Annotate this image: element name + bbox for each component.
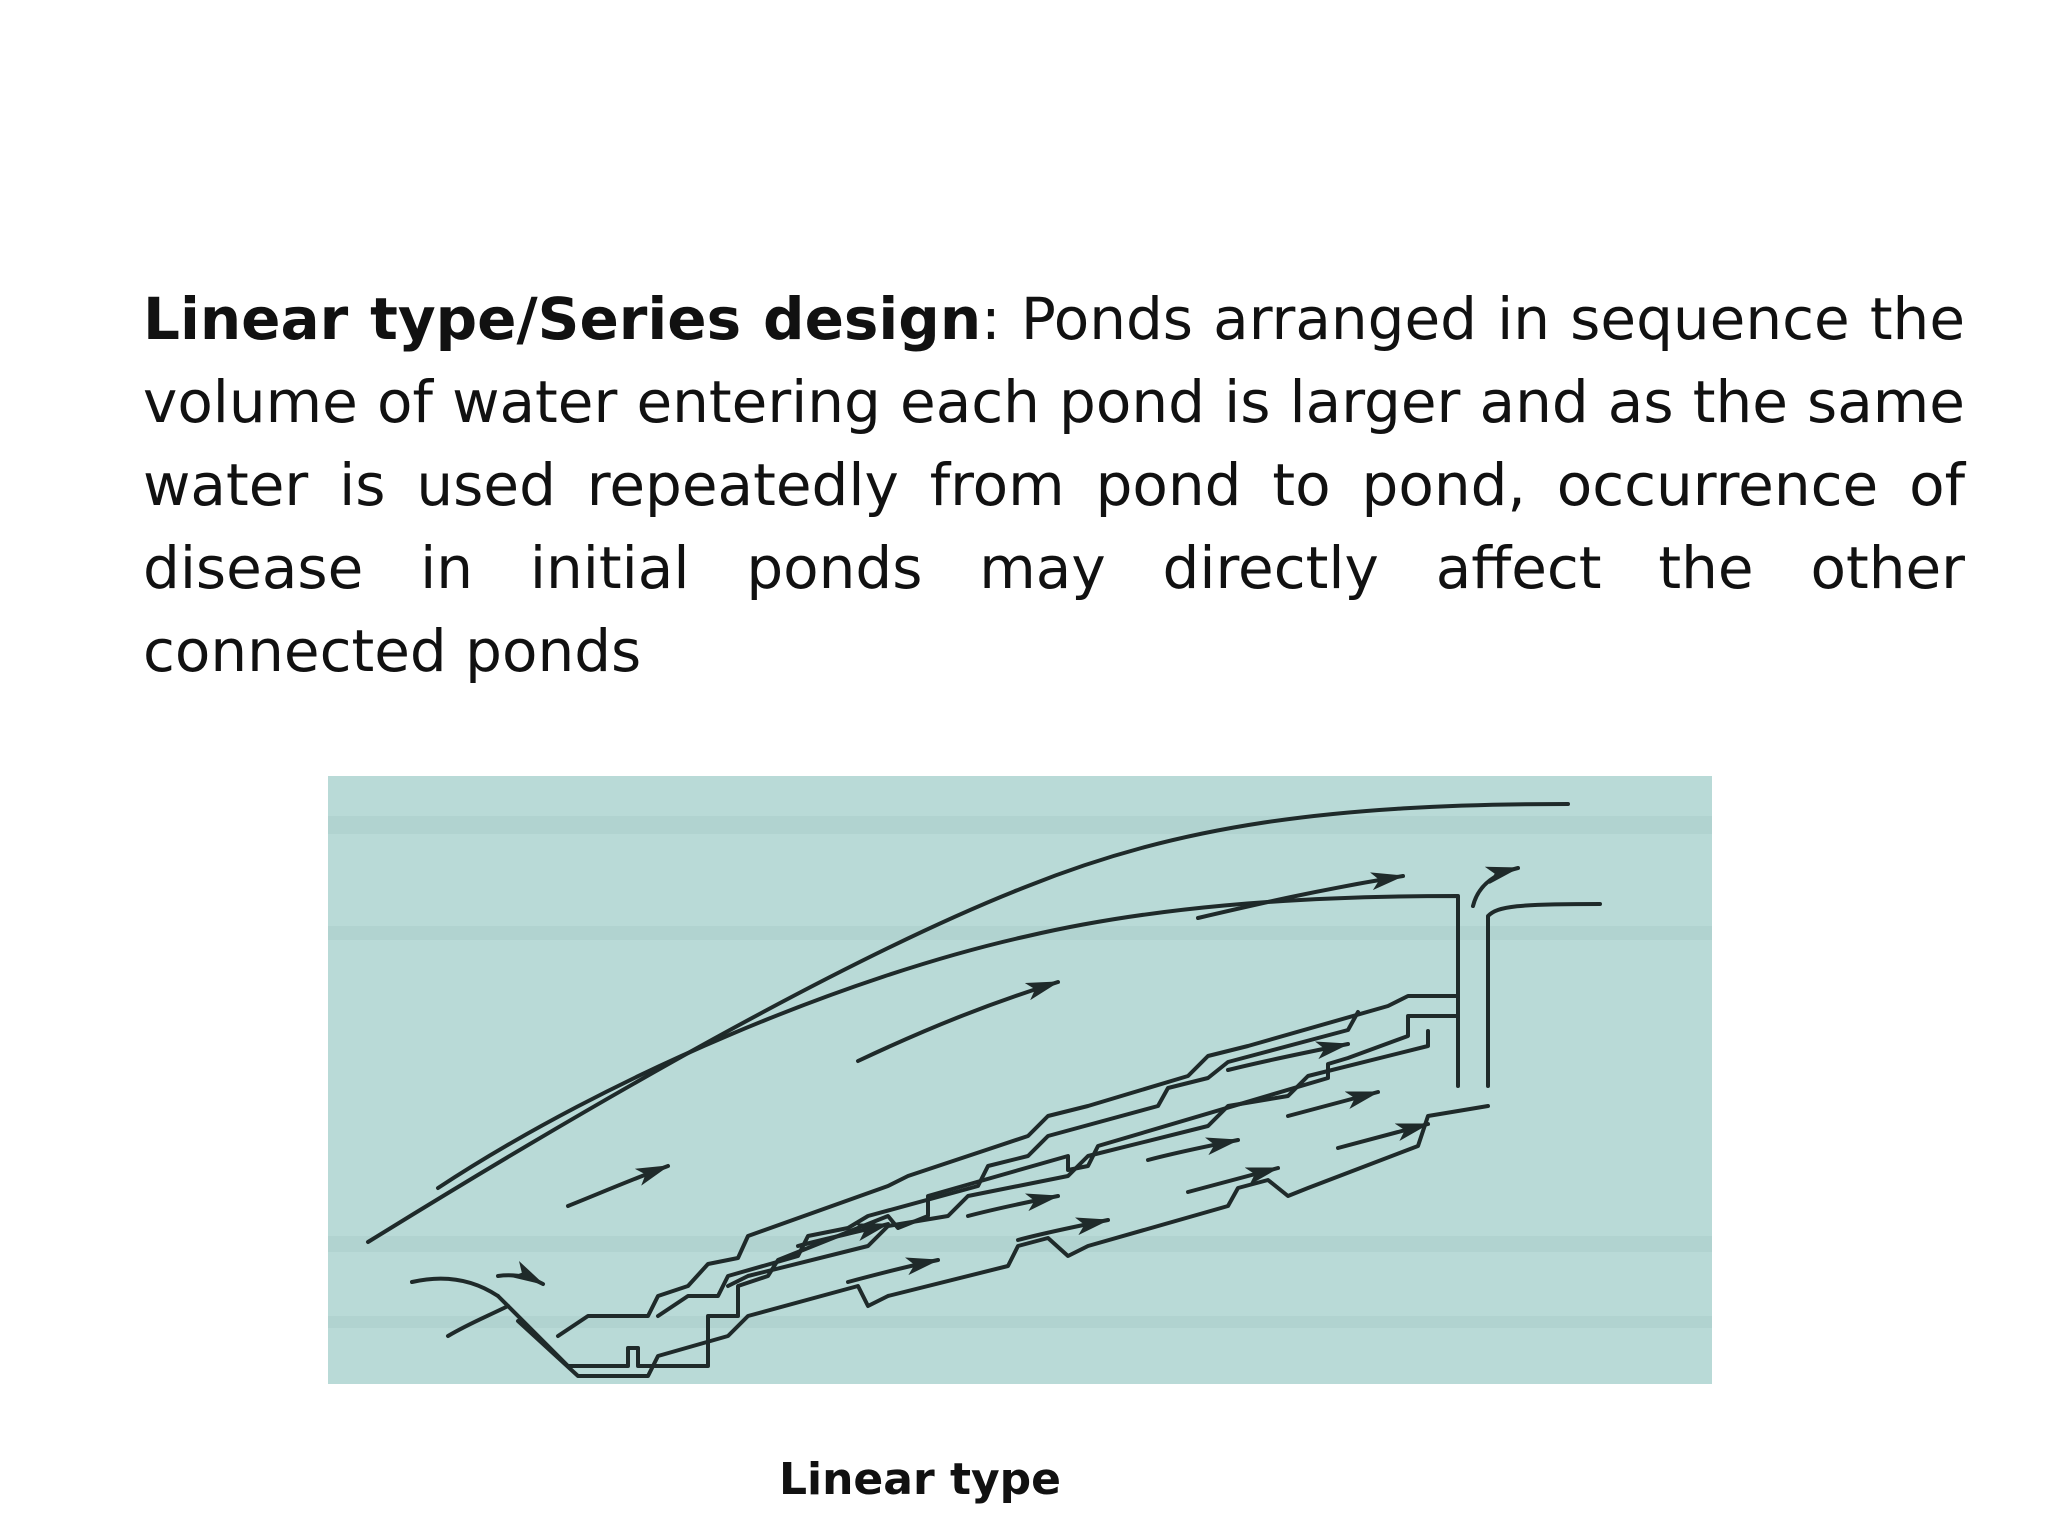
figure-caption: Linear type [778, 1454, 1062, 1505]
pond-arrow-7 [1288, 1092, 1378, 1116]
pond-layout-illustration [328, 776, 1712, 1384]
body-paragraph [143, 278, 1965, 693]
term-separator: : [981, 285, 1001, 353]
flow-arrow-2 [858, 982, 1058, 1061]
flow-arrow-1 [568, 1166, 668, 1206]
pond-arrow-3 [968, 1196, 1058, 1216]
body-text: Ponds arranged in sequence the volume of water entering each pond is larger and as the same water is used repeatedly from pond to pond, occurrence of disease in initial ponds may directly affect the other connected ponds [143, 285, 1965, 685]
pond-row-upper-inner [558, 996, 1458, 1336]
inlet-channel [412, 1279, 498, 1296]
pond-arrow-2 [848, 1260, 938, 1282]
linear-pond-diagram [328, 776, 1712, 1384]
pond-arrow-8 [1338, 1124, 1428, 1148]
outer-channel-line [368, 804, 1568, 1242]
flow-arrow-inlet [498, 1275, 543, 1284]
paper-texture [328, 816, 1712, 1328]
pond-arrow-5 [1148, 1140, 1238, 1160]
term-heading: Linear type/Series design [143, 285, 982, 353]
pond-row-upper [498, 1016, 1458, 1366]
outlet-arrow-line [1473, 868, 1518, 906]
